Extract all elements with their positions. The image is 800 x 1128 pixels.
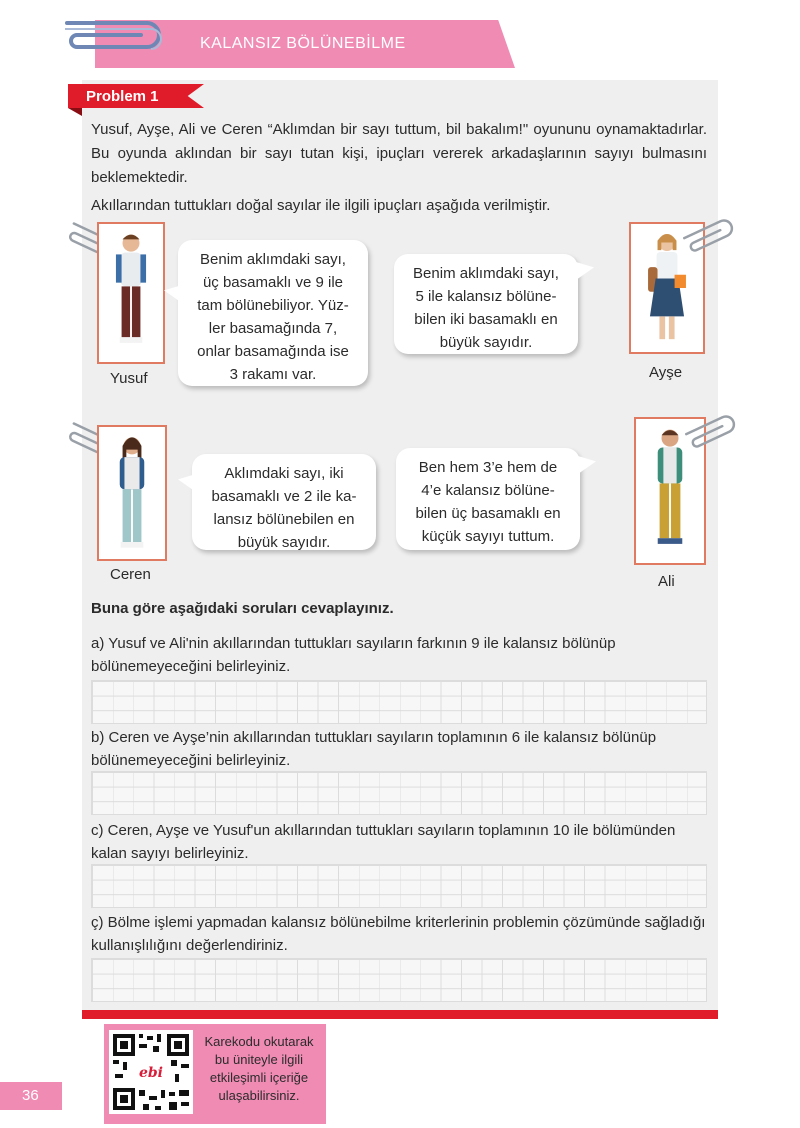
answer-grid-c[interactable] bbox=[91, 864, 707, 908]
clue-line: bilen iki basamaklı en bbox=[414, 311, 558, 328]
ayse-speech-bubble bbox=[394, 254, 578, 354]
clue-line: Aklımdaki sayı, iki bbox=[224, 465, 344, 482]
intro-paragraph: Yusuf, Ayşe, Ali ve Ceren “Aklımdan bir sayı tuttum, bil bakalım!" oyununu oynamaktadırlar. Bu oyunda aklından bir sayı tutan kişi, ipuçları vererek arkadaşlarının sayıyı bulmasını beklemektedir. bbox=[91, 121, 707, 186]
clue-line: onlar basamağında ise bbox=[197, 343, 349, 360]
question-a: a) Yusuf ve Ali'nin akıllarından tuttukları sayıların farkının 9 ile kalansız bölünüp bölünemeyeceğini belirleyiniz. bbox=[91, 635, 616, 675]
ebi-logo: ebi bbox=[138, 1065, 164, 1081]
clue-line: 4’e kalansız bölüne- bbox=[421, 482, 555, 499]
problem-label: Problem 1 bbox=[86, 88, 159, 105]
divider-bar bbox=[82, 1010, 718, 1019]
qr-code-icon[interactable] bbox=[109, 1030, 193, 1114]
answer-grid-b[interactable] bbox=[91, 771, 707, 815]
answer-grid-a[interactable] bbox=[91, 680, 707, 724]
clue-line: küçük sayıyı tuttum. bbox=[421, 528, 555, 545]
ceren-photo bbox=[97, 425, 167, 561]
question-d: ç) Bölme işlemi yapmadan kalansız bölünebilme kriterlerinin problemin çözümünde sağladığı kullanışlılığını değerlendiriniz. bbox=[91, 914, 706, 954]
ceren-speech-bubble bbox=[192, 454, 376, 550]
qr-text-line: etkileşimli içeriğe bbox=[209, 1070, 309, 1085]
ali-speech-bubble bbox=[396, 448, 580, 550]
clue-line: üç basamaklı ve 9 ile bbox=[202, 274, 344, 291]
clue-line: Ben hem 3’e hem de bbox=[418, 459, 558, 476]
page-number: 36 bbox=[22, 1087, 39, 1104]
clue-line: 5 ile kalansız bölüne- bbox=[415, 288, 557, 305]
yusuf-speech-bubble bbox=[178, 240, 368, 386]
qr-text-line: bu üniteyle ilgili bbox=[214, 1052, 304, 1067]
question-b: b) Ceren ve Ayşe’nin akıllarından tuttukları sayıların toplamının 6 ile kalansız bölünüp bölünemeyeceğini belirleyiniz. bbox=[91, 729, 657, 769]
boy-figure-icon bbox=[99, 224, 163, 362]
clue-line: tam bölünebiliyor. Yüz- bbox=[197, 297, 349, 314]
clue-line: büyük sayıdır. bbox=[439, 334, 533, 351]
ayse-name: Ayşe bbox=[649, 364, 683, 381]
question-c: c) Ceren, Ayşe ve Yusuf'un akıllarından tuttukları sayıların toplamının 10 ile bölümünden kalan sayıyı belirleyiniz. bbox=[91, 822, 676, 862]
clue-line: Benim aklımdaki sayı, bbox=[413, 265, 559, 282]
clue-line: Benim aklımdaki sayı, bbox=[200, 251, 346, 268]
clue-line: 3 rakamı var. bbox=[229, 366, 317, 383]
questions-heading: Buna göre aşağıdaki soruları cevaplayınız. bbox=[91, 600, 394, 617]
qr-instructions bbox=[196, 1033, 322, 1105]
qr-text-line: Karekodu okutarak bbox=[204, 1034, 314, 1049]
clue-line: basamaklı ve 2 ile ka- bbox=[211, 488, 357, 505]
clue-line: ler basamağında 7, bbox=[208, 320, 338, 337]
problem-tag-fold bbox=[68, 108, 82, 116]
yusuf-photo bbox=[97, 222, 165, 364]
ceren-name: Ceren bbox=[110, 566, 151, 583]
paperclip-icon bbox=[55, 15, 165, 63]
clue-line: büyük sayıdır. bbox=[237, 534, 331, 551]
girl-figure-icon bbox=[99, 427, 165, 559]
clue-line: lansız bölünebilen en bbox=[213, 511, 355, 528]
answer-grid-d[interactable] bbox=[91, 958, 707, 1002]
intro-clue-sentence: Akıllarından tuttukları doğal sayılar ile ilgili ipuçları aşağıda verilmiştir. bbox=[91, 197, 551, 214]
clue-line: bilen üç basamaklı en bbox=[415, 505, 561, 522]
qr-text-line: ulaşabilirsiniz. bbox=[218, 1088, 300, 1103]
chapter-title: KALANSIZ BÖLÜNEBİLME bbox=[200, 35, 406, 52]
ali-name: Ali bbox=[658, 573, 675, 590]
yusuf-name: Yusuf bbox=[110, 370, 148, 387]
